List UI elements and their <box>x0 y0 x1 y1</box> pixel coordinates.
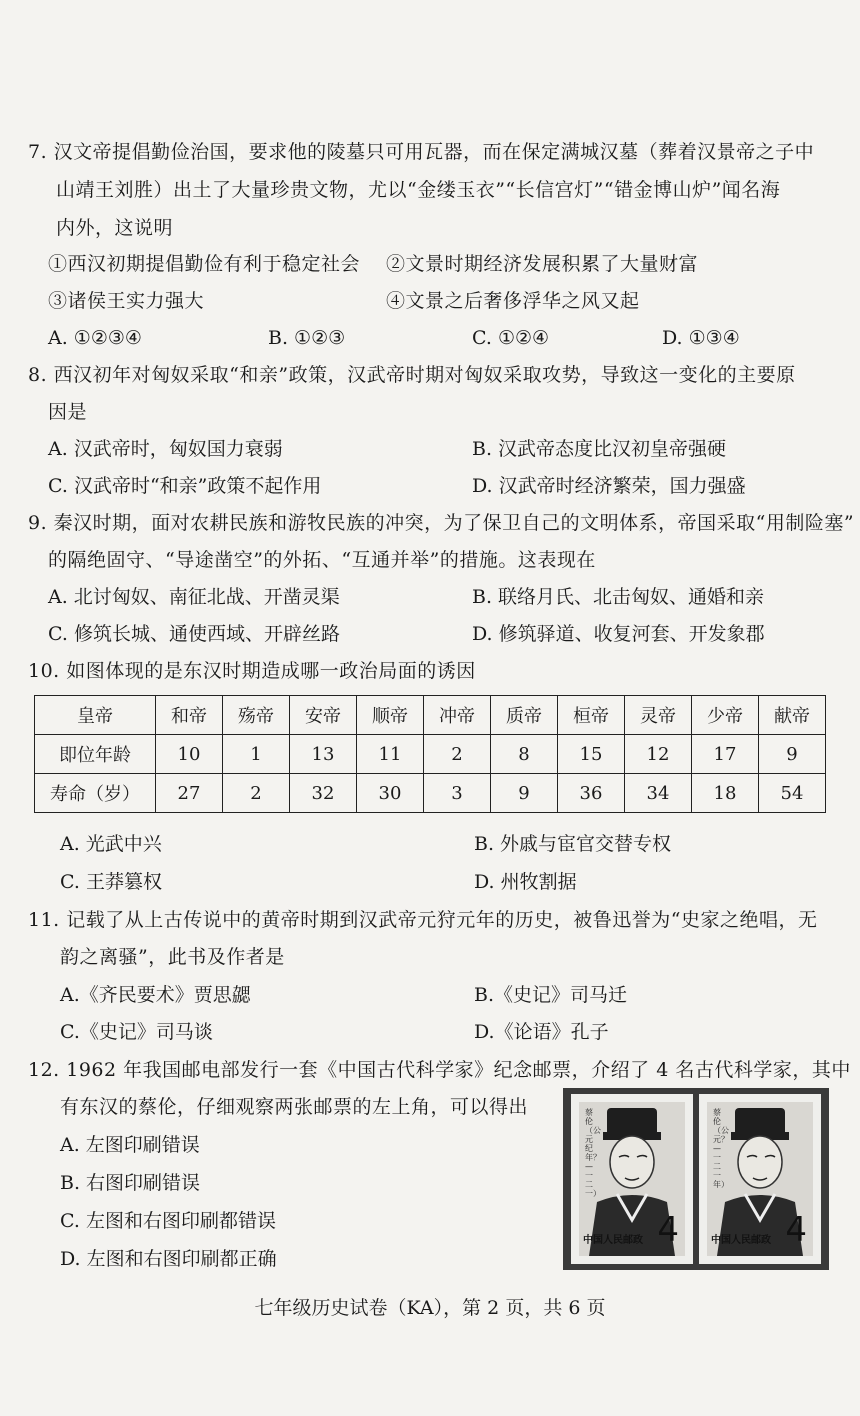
q10-option-d[interactable]: D. 州牧割据 <box>474 871 577 893</box>
emperor-cell: 冲帝 <box>424 696 491 735</box>
stamp-right-value: 4 <box>785 1210 807 1250</box>
emperor-cell: 灵帝 <box>625 696 692 735</box>
lifespan-cell: 30 <box>357 774 424 813</box>
q7-option-d[interactable]: D. ①③④ <box>662 327 740 349</box>
lifespan-row <box>35 774 826 813</box>
emperor-cell: 殇帝 <box>223 696 290 735</box>
q10-stem: 10. 如图体现的是东汉时期造成哪一政治局面的诱因 <box>28 660 476 682</box>
q9-option-d[interactable]: D. 修筑驿道、收复河套、开发象郡 <box>472 623 765 645</box>
q11-option-a[interactable]: A.《齐民要术》贾思勰 <box>60 984 251 1006</box>
age-cell: 9 <box>759 735 826 774</box>
row-header-emperor: 皇帝 <box>35 696 156 735</box>
q8-option-a[interactable]: A. 汉武帝时，匈奴国力衰弱 <box>48 438 283 460</box>
stamp-left-country: 中国人民邮政 <box>583 1235 643 1246</box>
row-header-age: 即位年龄 <box>35 735 156 774</box>
page-footer: 七年级历史试卷（KA），第 2 页，共 6 页 <box>254 1297 606 1319</box>
q8-option-d[interactable]: D. 汉武帝时经济繁荣，国力强盛 <box>472 475 746 497</box>
q8-stem-line2: 因是 <box>48 401 88 423</box>
emperor-cell: 和帝 <box>156 696 223 735</box>
q9-option-b[interactable]: B. 联络月氏、北击匈奴、通婚和亲 <box>472 586 765 608</box>
q7-stem-line3: 内外，这说明 <box>56 217 174 239</box>
lifespan-cell: 27 <box>156 774 223 813</box>
emperor-cell: 献帝 <box>759 696 826 735</box>
lifespan-cell: 9 <box>491 774 558 813</box>
stamp-right-country: 中国人民邮政 <box>711 1235 771 1246</box>
q8-option-b[interactable]: B. 汉武帝态度比汉初皇帝强硬 <box>472 438 727 460</box>
age-row <box>35 735 826 774</box>
q12-option-b[interactable]: B. 右图印刷错误 <box>60 1172 201 1194</box>
q7-stem-line1: 7. 汉文帝提倡勤俭治国，要求他的陵墓只可用瓦器，而在保定满城汉墓（葬着汉景帝之子中 <box>28 141 815 163</box>
lifespan-cell: 3 <box>424 774 491 813</box>
q11-stem-line1: 11. 记载了从上古传说中的黄帝时期到汉武帝元狩元年的历史，被鲁迅誉为“史家之绝唱，无 <box>28 909 818 931</box>
q9-option-a[interactable]: A. 北讨匈奴、南征北战、开凿灵渠 <box>48 586 340 608</box>
q12-option-a[interactable]: A. 左图印刷错误 <box>60 1134 200 1156</box>
q12-stem-line1: 12. 1962 年我国邮电部发行一套《中国古代科学家》纪念邮票，介绍了 4 名古代科学家，其中 <box>28 1059 851 1081</box>
age-cell: 10 <box>156 735 223 774</box>
stamp-left-label: 蔡伦（公元纪年？—一二一） <box>585 1108 601 1198</box>
emperor-cell: 少帝 <box>692 696 759 735</box>
q11-option-d[interactable]: D.《论语》孔子 <box>474 1021 609 1043</box>
stamp-right-label: 蔡伦（公元？—一二一年） <box>713 1108 729 1189</box>
emperor-table <box>34 695 826 813</box>
q9-option-c[interactable]: C. 修筑长城、通使西域、开辟丝路 <box>48 623 340 645</box>
q10-option-a[interactable]: A. 光武中兴 <box>60 833 162 855</box>
q7-statement-4: ④文景之后奢侈浮华之风又起 <box>386 290 640 312</box>
age-cell: 13 <box>290 735 357 774</box>
q7-statement-3: ③诸侯王实力强大 <box>48 290 205 312</box>
age-cell: 15 <box>558 735 625 774</box>
q10-option-c[interactable]: C. 王莽篡权 <box>60 871 162 893</box>
age-cell: 17 <box>692 735 759 774</box>
stamp-left-value: 4 <box>657 1210 679 1250</box>
emperor-cell: 安帝 <box>290 696 357 735</box>
q12-stem-line2: 有东汉的蔡伦，仔细观察两张邮票的左上角，可以得出 <box>60 1096 529 1118</box>
q7-statement-2: ②文景时期经济发展积累了大量财富 <box>386 253 699 275</box>
emperor-cell: 质帝 <box>491 696 558 735</box>
q8-stem-line1: 8. 西汉初年对匈奴采取“和亲”政策，汉武帝时期对匈奴采取攻势，导致这一变化的主要原 <box>28 364 796 386</box>
q12-option-c[interactable]: C. 左图和右图印刷都错误 <box>60 1210 276 1232</box>
emperor-row <box>35 696 826 735</box>
emperor-cell: 顺帝 <box>357 696 424 735</box>
q7-stem-line2: 山靖王刘胜）出土了大量珍贵文物，尤以“金缕玉衣”“长信宫灯”“错金博山炉”闻名海 <box>56 179 781 201</box>
age-cell: 1 <box>223 735 290 774</box>
q11-option-c[interactable]: C.《史记》司马谈 <box>60 1021 213 1043</box>
age-cell: 12 <box>625 735 692 774</box>
lifespan-cell: 32 <box>290 774 357 813</box>
row-header-lifespan: 寿命（岁） <box>35 774 156 813</box>
q11-stem-line2: 韵之离骚”，此书及作者是 <box>60 946 285 968</box>
stamp-pair-image <box>563 1088 829 1270</box>
lifespan-cell: 36 <box>558 774 625 813</box>
lifespan-cell: 2 <box>223 774 290 813</box>
lifespan-cell: 34 <box>625 774 692 813</box>
q9-stem-line1: 9. 秦汉时期，面对农耕民族和游牧民族的冲突，为了保卫自己的文明体系，帝国采取“用制险塞” <box>28 512 855 534</box>
lifespan-cell: 54 <box>759 774 826 813</box>
q7-statement-1: ①西汉初期提倡勤俭有利于稳定社会 <box>48 253 361 275</box>
lifespan-cell: 18 <box>692 774 759 813</box>
age-cell: 11 <box>357 735 424 774</box>
age-cell: 8 <box>491 735 558 774</box>
q9-stem-line2: 的隔绝固守、“导途凿空”的外拓、“互通并举”的措施。这表现在 <box>48 549 596 571</box>
q11-option-b[interactable]: B.《史记》司马迁 <box>474 984 628 1006</box>
q10-option-b[interactable]: B. 外戚与宦官交替专权 <box>474 833 672 855</box>
q7-option-c[interactable]: C. ①②④ <box>472 327 550 349</box>
q8-option-c[interactable]: C. 汉武帝时“和亲”政策不起作用 <box>48 475 322 497</box>
q12-option-d[interactable]: D. 左图和右图印刷都正确 <box>60 1248 277 1270</box>
stamp-right <box>699 1094 821 1264</box>
stamp-left <box>571 1094 693 1264</box>
q7-option-b[interactable]: B. ①②③ <box>268 327 346 349</box>
age-cell: 2 <box>424 735 491 774</box>
emperor-cell: 桓帝 <box>558 696 625 735</box>
q7-option-a[interactable]: A. ①②③④ <box>48 327 142 349</box>
